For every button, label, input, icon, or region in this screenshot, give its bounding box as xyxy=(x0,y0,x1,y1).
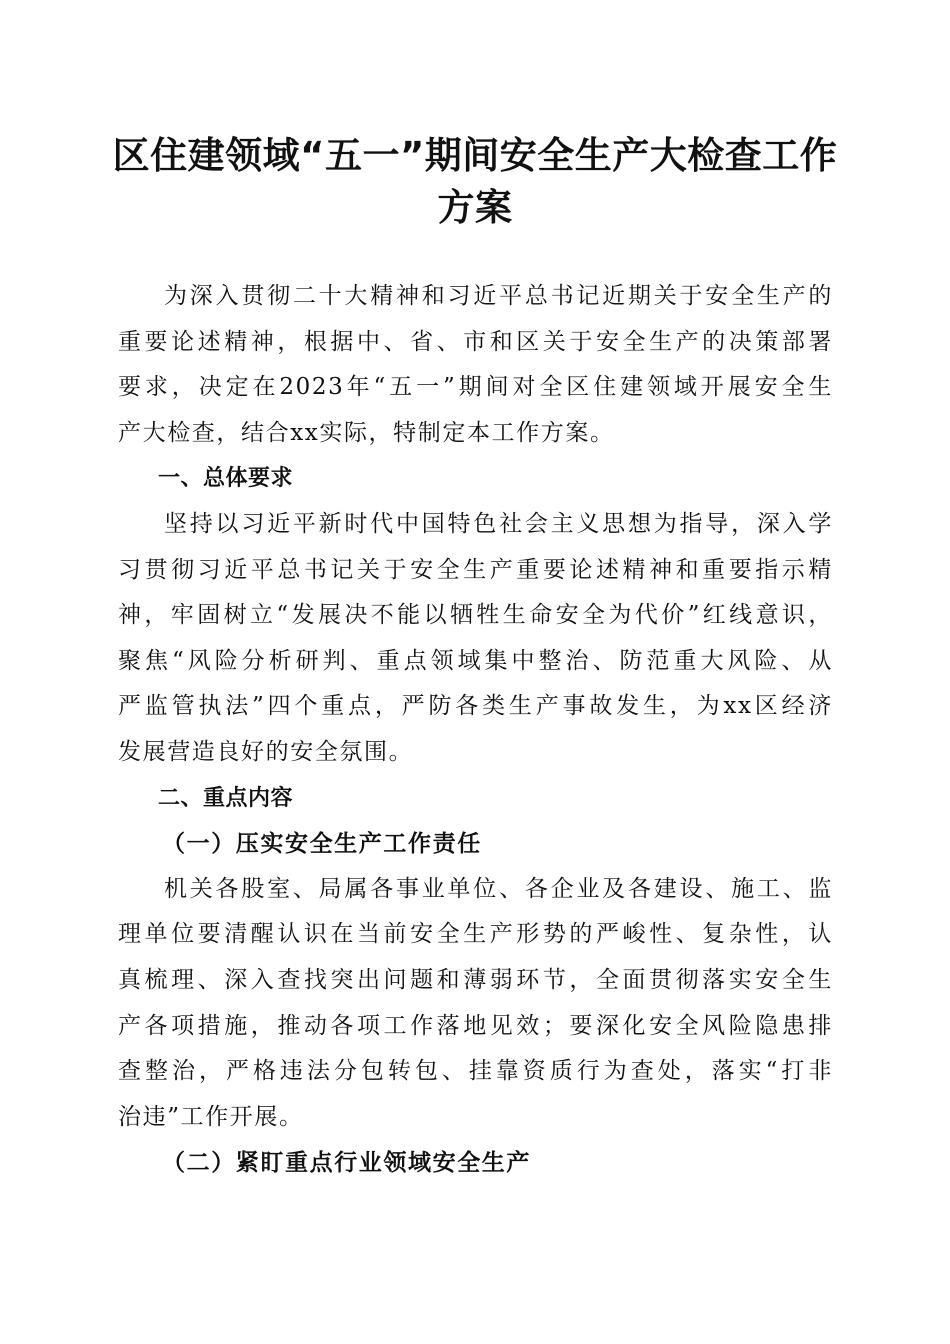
subsection-1-heading: （一）压实安全生产工作责任 xyxy=(162,830,482,858)
s2-1-line-2: 理单位要清醒认识在当前安全生产形势的严峻性、复杂性，认 xyxy=(118,921,833,948)
title-line-2: 方案 xyxy=(437,186,513,229)
s1-line-5: 严监管执法”四个重点，严防各类生产事故发生，为xx区经济 xyxy=(118,693,833,720)
intro-line-3: 要求，决定在2023年“五一”期间对全区住建领域开展安全生 xyxy=(118,374,833,401)
s1-line-6: 发展营造良好的安全氛围。 xyxy=(118,738,414,765)
intro-line-4: 产大检查，结合xx实际，特制定本工作方案。 xyxy=(118,419,615,446)
intro-paragraph xyxy=(118,274,833,456)
title-line-1: 区住建领域“五一”期间安全生产大检查工作 xyxy=(112,134,838,177)
section-1-heading: 一、总体要求 xyxy=(158,466,294,492)
s2-1-line-5: 查整治，严格违法分包转包、挂靠资质行为查处，落实“打非 xyxy=(118,1058,833,1085)
s2-1-line-6: 治违”工作开展。 xyxy=(118,1103,304,1130)
subsection-2-heading: （二）紧盯重点行业领域安全生产 xyxy=(162,1149,531,1177)
document-body xyxy=(118,274,833,1186)
intro-line-1: 为深入贯彻二十大精神和习近平总书记近期关于安全生产的 xyxy=(164,283,833,309)
s1-line-3: 神，牢固树立“发展决不能以牺牲生命安全为代价”红线意识， xyxy=(118,602,833,629)
section-1-paragraph xyxy=(118,502,833,776)
intro-line-2: 重要论述精神，根据中、省、市和区关于安全生产的决策部署 xyxy=(118,328,833,355)
s2-1-line-1: 机关各股室、局属各事业单位、各企业及各建设、施工、监 xyxy=(164,875,833,902)
s2-1-line-4: 产各项措施，推动各项工作落地见效；要深化安全风险隐患排 xyxy=(118,1012,833,1039)
s1-line-4: 聚焦“风险分析研判、重点领域集中整治、防范重大风险、从 xyxy=(118,647,833,674)
section-2-heading: 二、重点内容 xyxy=(158,785,294,811)
document-title xyxy=(100,130,850,234)
subsection-1-paragraph xyxy=(118,867,833,1141)
s1-line-2: 习贯彻习近平总书记关于安全生产重要论述精神和重要指示精 xyxy=(118,556,833,583)
s1-line-1: 坚持以习近平新时代中国特色社会主义思想为指导，深入学 xyxy=(164,510,833,537)
s2-1-line-3: 真梳理、深入查找突出问题和薄弱环节，全面贯彻落实安全生 xyxy=(118,966,833,993)
